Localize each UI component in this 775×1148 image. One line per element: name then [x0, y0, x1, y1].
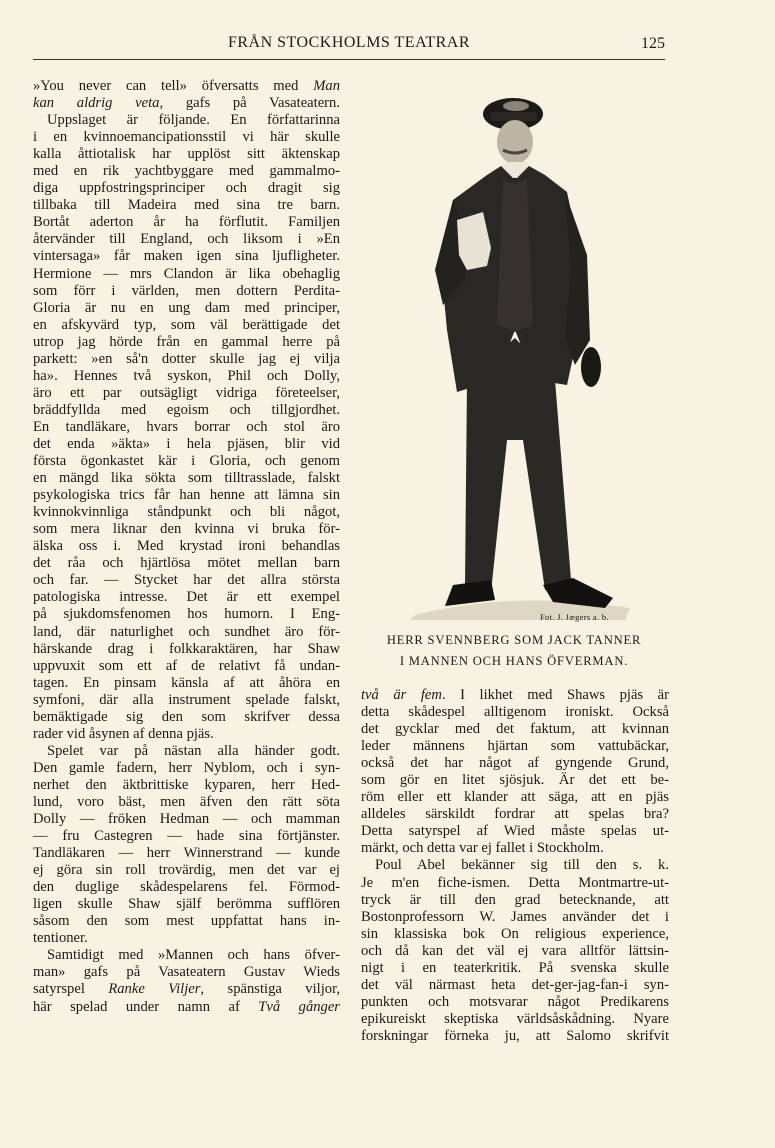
text-line — [33, 879, 340, 896]
face — [497, 120, 533, 164]
text-line — [33, 402, 340, 419]
italic-title: Ranke Viljer — [108, 981, 201, 998]
text-line — [361, 755, 669, 772]
text-line — [33, 675, 340, 692]
text-run: diga uppfostringsprinciper och dragit sig — [33, 180, 340, 197]
text-line — [33, 351, 340, 368]
text-line — [33, 504, 340, 521]
text-run: land, där naturlighet och sundhet äro för- — [33, 623, 340, 640]
text-line — [33, 794, 340, 811]
text-run: det väl närmast heta det-ger-jag-fan-i syn- — [361, 976, 669, 993]
actor-photograph — [395, 80, 645, 620]
text-run: detta skådespel alltigenom ironiskt. Också — [361, 704, 669, 721]
text-run: — fru Castegren — hade sina förtjänster. — [33, 828, 340, 845]
text-line — [33, 760, 340, 777]
text-line — [361, 721, 669, 738]
text-line — [361, 909, 669, 926]
text-run: Dolly — fröken Hedman — och mamman — [33, 811, 340, 828]
text-line — [33, 641, 340, 658]
text-run: bräddfyllda med egoism och tillgjordhet. — [33, 401, 340, 418]
text-run: återvänder till England, och liksom i »En — [33, 231, 340, 248]
text-run: här spelad under namn af — [33, 998, 259, 1015]
text-line — [33, 197, 340, 214]
text-line — [361, 823, 669, 840]
text-line — [33, 334, 340, 351]
text-run: och då kan det väl ej vara alltför lättsin- — [361, 942, 669, 959]
text-line — [361, 926, 669, 943]
figure-caption-line-1: HERR SVENNBERG SOM JACK TANNER — [386, 633, 642, 647]
text-run: äro ett par outsägligt vidriga företeelser, — [33, 384, 340, 401]
text-run: vintersaga» får maken igen sina ljufligheter. — [33, 248, 340, 265]
text-run: symfoni, där alla instrument spelade falskt, — [33, 691, 340, 708]
text-line — [361, 977, 669, 994]
text-line — [33, 317, 340, 334]
text-run: Bortåt aderton år ha förflutit. Familjen — [33, 214, 340, 231]
text-run: Poul Abel bekänner sig till den s. k. — [375, 857, 669, 874]
italic-title: Man — [313, 78, 340, 94]
text-run: det råa och hjärtlösa mötet mellan barn — [33, 555, 340, 572]
text-run: Tandläkaren — herr Winnerstrand — kunde — [33, 845, 340, 862]
text-run: leder männens hjärtan som vattubäckar, — [361, 738, 669, 755]
left-shoe — [445, 580, 495, 606]
text-line — [33, 572, 340, 589]
text-run: nigt i en teaterkritik. På svenska skulle — [361, 959, 669, 976]
text-run: på sjukdomsfenomen hos humorn. I Eng- — [33, 606, 340, 623]
text-line — [361, 704, 669, 721]
text-line — [33, 743, 340, 760]
text-run: och far. — Stycket har det allra största — [33, 572, 340, 589]
text-line — [33, 828, 340, 845]
text-run: en mängd lika sökta som tilltrasslade, falskt — [33, 470, 340, 487]
running-head — [33, 33, 665, 60]
text-run: rader vid åsynen af denna pjäs. — [33, 725, 214, 742]
text-run: märkt, och detta var ej fallet i Stockholm. — [361, 840, 604, 857]
text-line — [33, 862, 340, 879]
text-run: ha». Hennes två syskon, Phil och Dolly, — [33, 367, 340, 384]
text-run: parkett: »en så'n dotter skulle jag ej vilja — [33, 350, 340, 367]
text-line — [33, 163, 340, 180]
text-run: Je m'en fiche-ismen. Detta Montmartre-ut- — [361, 874, 669, 891]
text-line — [33, 368, 340, 385]
text-line — [33, 231, 340, 248]
text-line — [361, 789, 669, 806]
text-run: Bostonprofessorn W. James använder det i — [361, 908, 669, 925]
text-line — [33, 248, 340, 265]
text-line — [33, 385, 340, 402]
text-line — [33, 913, 340, 930]
photo-credit: Fot. J. Jægers a. b. — [540, 612, 609, 622]
text-run: tagen. En pinsam känsla af att åhöra en — [33, 674, 340, 691]
text-run: såsom den som mest uppfattat hans in- — [33, 913, 340, 930]
page-number: 125 — [641, 35, 665, 52]
text-run: patologiska intresse. Det är ett exempel — [33, 589, 340, 606]
text-run: nerhet den äktbrittiske kyparen, herr Hed- — [33, 776, 340, 793]
text-line — [33, 470, 340, 487]
text-line — [33, 930, 340, 947]
text-run: bemäktigade sig den som skrifver dessa — [33, 708, 340, 725]
text-run: som gör en litet sjösjuk. Är det ett be- — [361, 772, 669, 789]
text-run: älska oss i. Med krystad ironi behandlas — [33, 538, 340, 555]
text-run: härskande drag i folkkaraktären, har Shaw — [33, 640, 340, 657]
text-line — [33, 811, 340, 828]
text-run: psykologiska trics får han henne att lämna sin — [33, 487, 340, 504]
text-run: tentioner. — [33, 930, 88, 947]
text-run: . I likhet med Shaws pjäs är — [441, 687, 669, 703]
text-line — [33, 624, 340, 641]
held-hat — [581, 347, 601, 387]
text-run: den duglige skådespelarens fel. Förmod- — [33, 879, 340, 896]
text-run: med en rik yachtbyggare med gammalmo- — [33, 163, 340, 180]
text-line — [33, 589, 340, 606]
text-run: man» gafs på Vasateatern Gustav Wieds — [33, 964, 340, 981]
text-line — [361, 960, 669, 977]
text-run: alldeles särskildt fordrar att spelas bra? — [361, 806, 669, 823]
text-line — [33, 947, 340, 964]
text-line — [33, 112, 340, 129]
text-line — [33, 436, 340, 453]
text-run: Gloria är nu en ung dam med principer, — [33, 299, 340, 316]
text-run: punkten och motsvarar något Predikarens — [361, 993, 669, 1010]
text-run: Spelet var på nästan alla händer godt. — [47, 742, 340, 759]
text-line — [361, 738, 669, 755]
text-line — [33, 487, 340, 504]
text-line — [361, 772, 669, 789]
text-run: Hermione — mrs Clandon är lika obehaglig — [33, 265, 340, 282]
text-line — [33, 726, 340, 743]
text-line — [33, 964, 340, 981]
right-text-column — [361, 687, 669, 1045]
text-line — [361, 943, 669, 960]
text-line — [33, 95, 340, 112]
text-line — [33, 129, 340, 146]
text-line — [33, 981, 340, 998]
text-line — [33, 709, 340, 726]
running-title: FRÅN STOCKHOLMS TEATRAR — [227, 34, 471, 51]
text-run: kvinnokvinnliga ståndpunkt och bli något, — [33, 504, 340, 521]
text-line — [361, 687, 669, 704]
text-run: lund, voro bäst, men äfven den rätt söta — [33, 793, 340, 810]
text-run: tryck är till den grad betecknande, att — [361, 891, 669, 908]
text-run: röm eller ett klander att säga, att en pjäs — [361, 789, 669, 806]
text-line — [33, 180, 340, 197]
text-line — [33, 845, 340, 862]
text-run: Uppslaget är följande. En författarinna — [47, 112, 340, 129]
text-line — [33, 896, 340, 913]
text-run: ej göra sin roll trovärdig, men det var ej — [33, 862, 340, 879]
text-line — [361, 994, 669, 1011]
text-run: , gafs på Vasateatern. — [159, 95, 340, 112]
text-line — [33, 300, 340, 317]
text-line — [33, 146, 340, 163]
italic-title: Två gånger — [258, 998, 340, 1015]
text-line — [33, 214, 340, 231]
text-line — [33, 538, 340, 555]
text-line — [33, 999, 340, 1016]
text-run: tillbaka till Madeira med sina tre barn. — [33, 197, 340, 214]
text-run: , spänstiga viljor, — [200, 981, 340, 998]
text-run: En tandläkare, hvars borrar och stol äro — [33, 418, 340, 435]
figure-caption-line-2: I MANNEN OCH HANS ÖFVERMAN. — [399, 654, 629, 668]
text-run: sin klassiska bok On religious experience, — [361, 925, 669, 942]
text-line — [33, 283, 340, 300]
text-line — [361, 1011, 669, 1028]
text-run: som mera liknar den kvinna vi bruka för- — [33, 521, 340, 538]
text-line — [361, 840, 669, 857]
text-line — [361, 1028, 669, 1045]
text-line — [33, 78, 340, 95]
text-run: det enda »äkta» i hela pjäsen, blir vid — [33, 435, 340, 452]
text-run: i en kvinnoemancipationsstil vi här skulle — [33, 129, 340, 146]
text-run: »You never can tell» öfversatts med — [33, 78, 314, 94]
text-line — [361, 806, 669, 823]
italic-title: två är fem — [361, 687, 442, 703]
text-run: satyrspel — [33, 981, 109, 998]
text-line — [33, 658, 340, 675]
text-run: forskningar förneka ju, att Salomo skrifvit — [361, 1027, 669, 1044]
text-run: första ögonkastet kär i Gloria, och genom — [33, 453, 340, 470]
text-run: Den gamle fadern, herr Nyblom, och i syn- — [33, 759, 340, 776]
text-run: epikureiskt skeptiska världsåskådning. Nyare — [361, 1010, 669, 1027]
text-line — [33, 453, 340, 470]
text-line — [33, 555, 340, 572]
text-run: också det har något af gyngende Grund, — [361, 755, 669, 772]
text-run: en afskyvärd typ, som väl berättigade det — [33, 316, 340, 333]
text-line — [33, 606, 340, 623]
text-run: Samtidigt med »Mannen och hans öfver- — [47, 947, 340, 964]
left-text-column — [33, 78, 340, 1016]
italic-title: kan aldrig veta — [33, 95, 160, 112]
text-run: det gycklar med det faktum, att kvinnan — [361, 721, 669, 738]
text-line — [33, 777, 340, 794]
text-run: kalla åttiotalisk har upplöst sitt äktenskap — [33, 146, 340, 163]
text-line — [361, 875, 669, 892]
text-run: Detta satyrspel af Wied måste spelas ut- — [361, 823, 669, 840]
text-line — [33, 692, 340, 709]
text-line — [361, 892, 669, 909]
text-line — [33, 419, 340, 436]
text-run: utrop jag hörde från en gammal herre på — [33, 333, 340, 350]
text-run: ligen skulle Shaw själf berömma sufflören — [33, 896, 340, 913]
text-line — [361, 857, 669, 874]
text-run: som förr i världen, men dottern Perdita- — [33, 282, 340, 299]
text-line — [33, 521, 340, 538]
text-line — [33, 266, 340, 283]
text-run: uppvuxit som ett af de relativt få undan- — [33, 657, 340, 674]
